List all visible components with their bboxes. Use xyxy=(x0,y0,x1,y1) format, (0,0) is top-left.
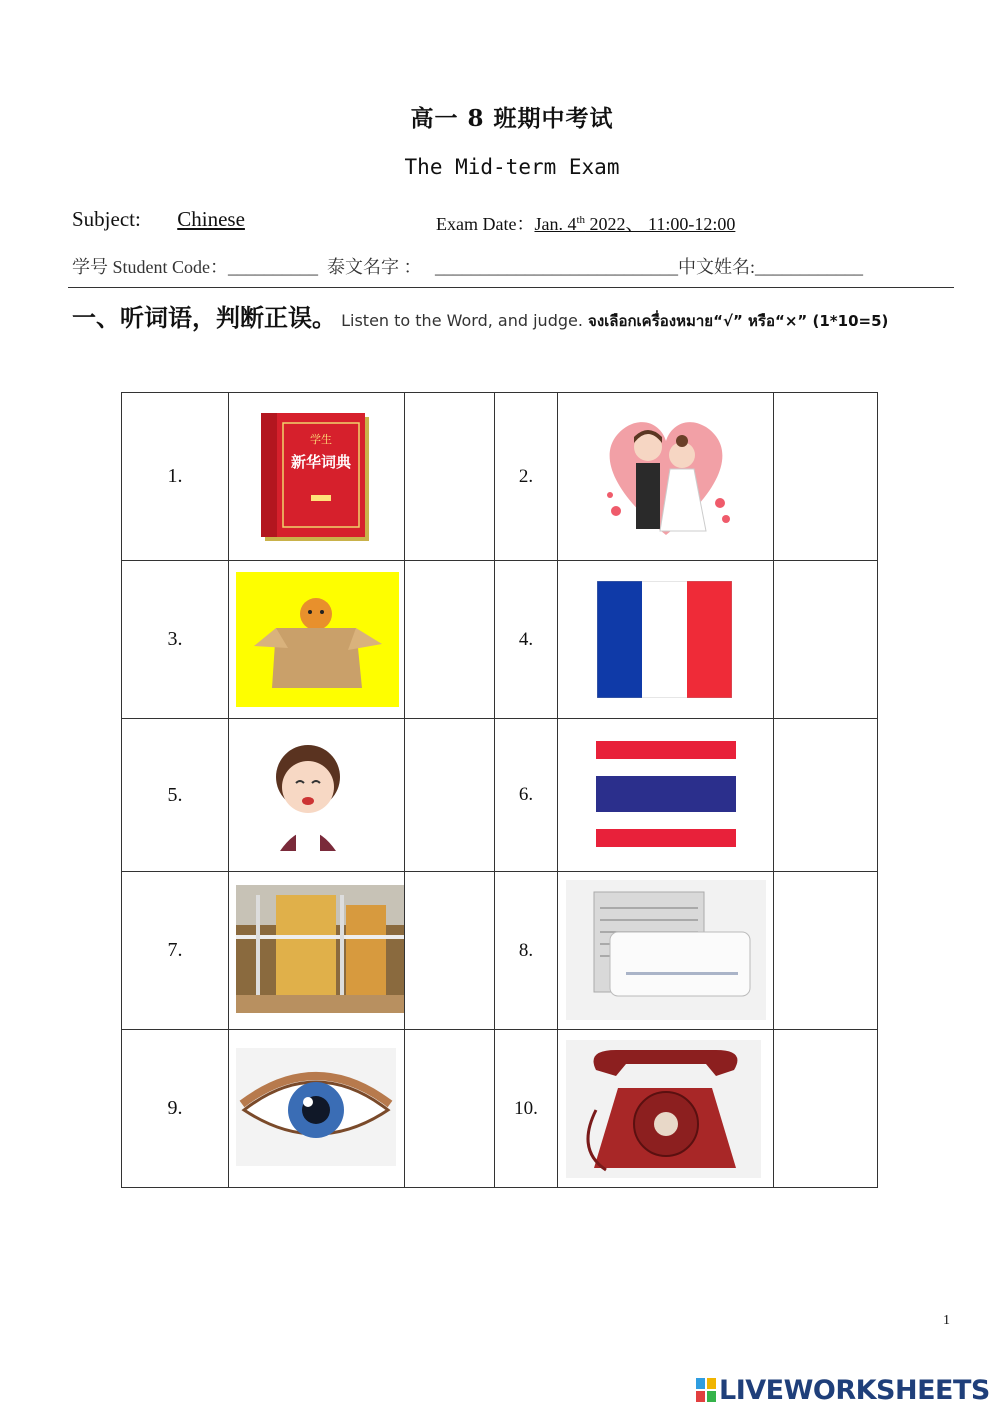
question-image-cell xyxy=(558,393,774,561)
header-divider xyxy=(68,287,954,288)
exam-date-row xyxy=(436,210,735,236)
thai-name-label: 泰文名字 ： xyxy=(327,257,422,277)
brand-text: LIVEWORKSHEETS xyxy=(719,1375,990,1406)
table-row xyxy=(122,561,878,719)
question-image-cell xyxy=(558,719,774,872)
question-image-cell xyxy=(229,1030,405,1188)
answer-cell[interactable] xyxy=(774,1030,878,1188)
france-flag-image xyxy=(597,581,732,698)
question-table xyxy=(121,392,878,1188)
dictionary-top-text: 学生 xyxy=(310,433,332,446)
dictionary-book-image xyxy=(259,411,375,543)
answer-cell[interactable] xyxy=(405,1030,495,1188)
eye-image xyxy=(236,1048,396,1166)
liveworksheets-icon xyxy=(696,1378,716,1402)
question-number: 6. xyxy=(495,719,558,872)
question-image-cell xyxy=(229,561,405,719)
page-number: 1 xyxy=(943,1313,950,1328)
wedding-couple-image xyxy=(596,407,736,547)
section-heading xyxy=(72,298,888,333)
question-number: 7. xyxy=(122,872,229,1030)
air-conditioner-image xyxy=(566,880,766,1020)
liveworksheets-logo xyxy=(696,1375,990,1406)
student-code-field[interactable]: 学号 Student Code：__________ xyxy=(72,257,318,277)
rotary-telephone-image xyxy=(566,1040,761,1178)
tiger-in-box-image xyxy=(236,572,399,707)
answer-cell[interactable] xyxy=(774,872,878,1030)
dormitory-room-image xyxy=(236,885,404,1013)
table-row xyxy=(122,872,878,1030)
question-image-cell xyxy=(229,872,405,1030)
answer-cell[interactable] xyxy=(405,872,495,1030)
section-instruction-th: จงเลือกเครื่องหมาย“√” หรือ“×” (1*10=5) xyxy=(588,312,889,330)
exam-date-month: Jan. 4 xyxy=(534,214,577,234)
question-number: 2. xyxy=(495,393,558,561)
answer-cell[interactable] xyxy=(774,719,878,872)
answer-cell[interactable] xyxy=(405,393,495,561)
chinese-name-field[interactable]: 中文姓名:____________ xyxy=(678,257,864,277)
grandmother-cartoon-image xyxy=(262,741,354,853)
subject-row xyxy=(72,207,276,232)
exam-title-chinese: 高一 8 班期中考试 xyxy=(410,105,614,132)
answer-cell[interactable] xyxy=(774,393,878,561)
student-info-row xyxy=(72,253,863,279)
question-image-cell xyxy=(558,1030,774,1188)
question-number: 5. xyxy=(122,719,229,872)
question-number: 1. xyxy=(122,393,229,561)
question-number: 10. xyxy=(495,1030,558,1188)
question-image-cell xyxy=(558,561,774,719)
question-number: 8. xyxy=(495,872,558,1030)
table-row xyxy=(122,719,878,872)
question-number: 4. xyxy=(495,561,558,719)
thai-name-field[interactable]: ___________________________ xyxy=(435,257,678,277)
exam-date-rest: 2022、 11:00-12:00 xyxy=(585,214,736,234)
answer-cell[interactable] xyxy=(405,561,495,719)
question-image-cell xyxy=(229,393,405,561)
subject-value: Chinese xyxy=(177,207,245,231)
dictionary-title-text: 新华词典 xyxy=(290,453,352,471)
question-image-cell xyxy=(558,872,774,1030)
table-row xyxy=(122,1030,878,1188)
answer-cell[interactable] xyxy=(774,561,878,719)
exam-title-english: The Mid-term Exam xyxy=(404,155,620,179)
exam-date-sup: th xyxy=(576,214,586,226)
subject-label: Subject: xyxy=(72,207,141,231)
exam-date-label: Exam Date： xyxy=(436,214,535,234)
thailand-flag-image xyxy=(596,741,736,847)
section-instruction-en: Listen to the Word, and judge. xyxy=(341,311,583,330)
question-image-cell xyxy=(229,719,405,872)
question-number: 9. xyxy=(122,1030,229,1188)
answer-cell[interactable] xyxy=(405,719,495,872)
section-title: 一、听词语，判断正误。 xyxy=(72,304,336,332)
table-row xyxy=(122,393,878,561)
question-number: 3. xyxy=(122,561,229,719)
